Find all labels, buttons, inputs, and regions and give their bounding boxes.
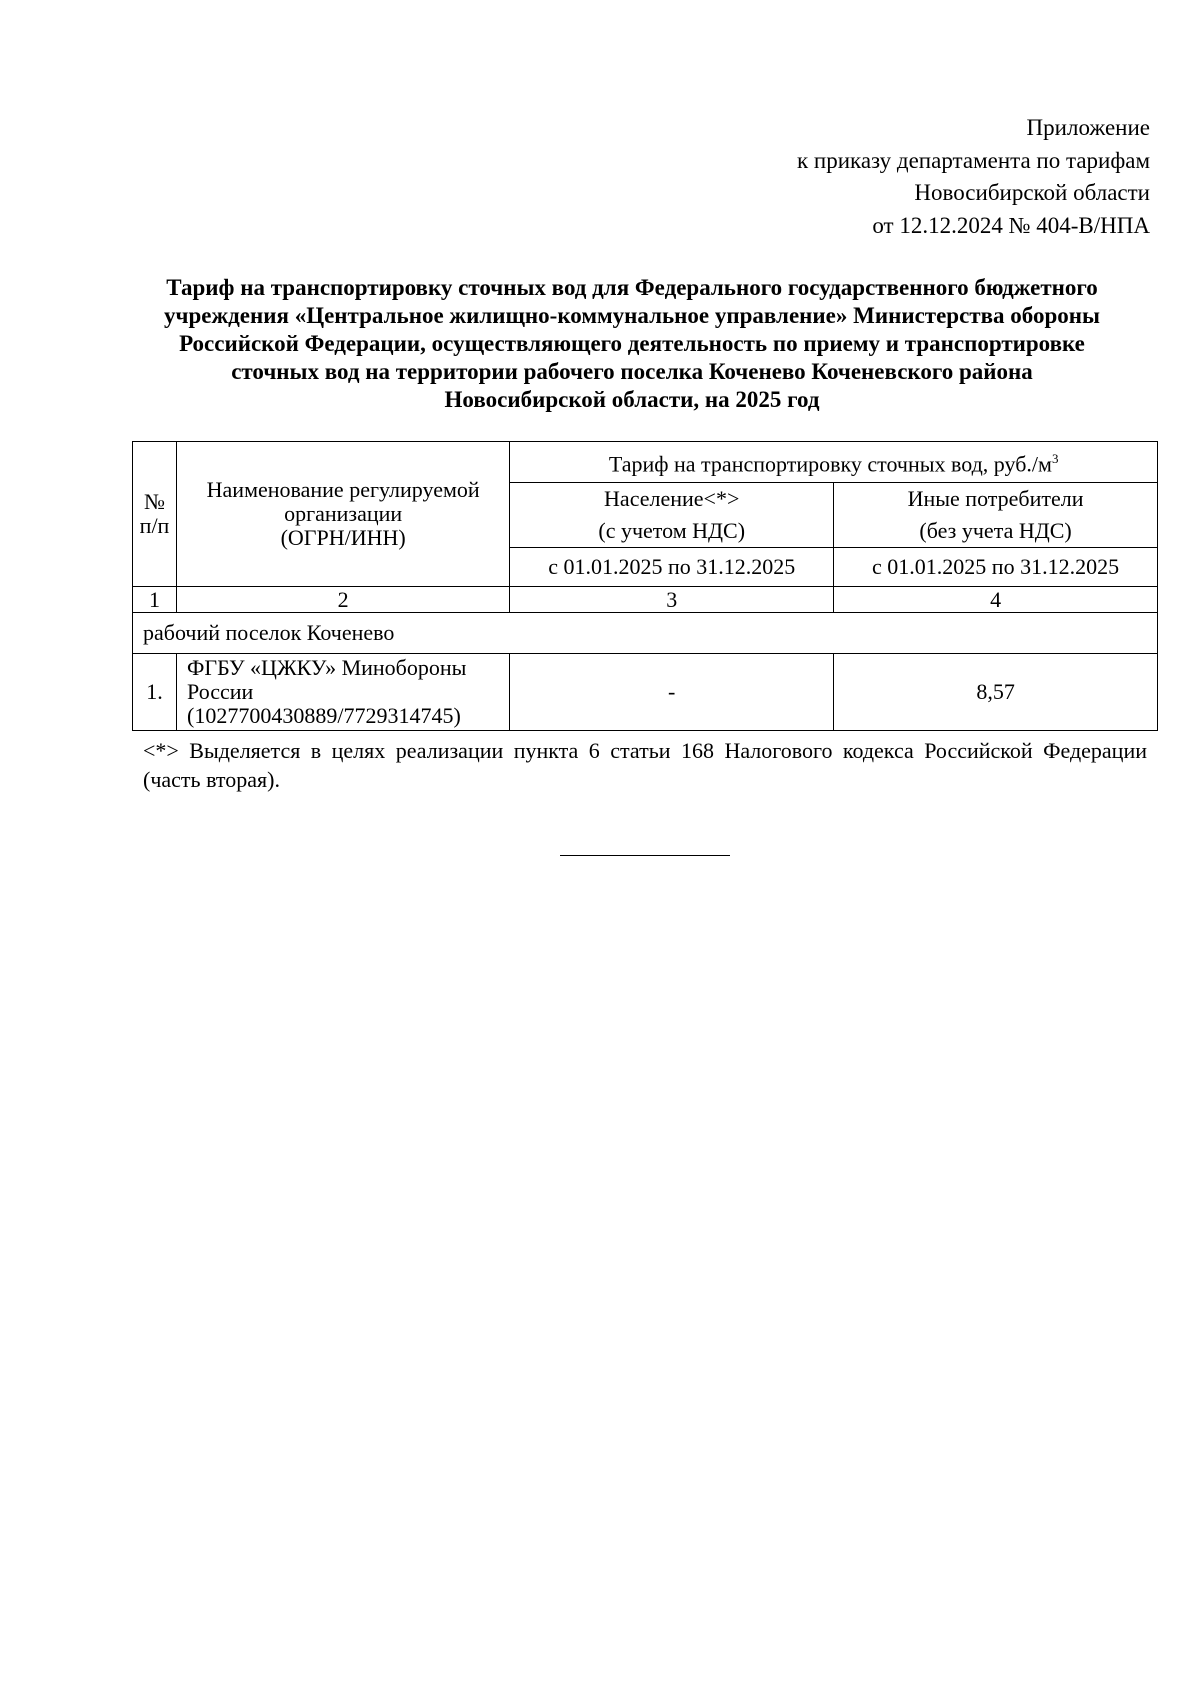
header-org-cell (177, 442, 510, 587)
header-num-label: п/п (139, 513, 170, 538)
header-org-label: организации (284, 501, 403, 526)
column-number-row (133, 587, 1158, 613)
section-row (133, 613, 1158, 654)
header-num-label: № (144, 489, 165, 514)
row-org-line: России (187, 679, 254, 704)
title-line: учреждения «Центральное жилищно-коммунальное управление» Министерства обороны (164, 303, 1100, 328)
tariff-table (132, 441, 1158, 731)
header-num-cell (133, 442, 177, 587)
appendix-line: от 12.12.2024 № 404-В/НПА (872, 212, 1150, 238)
header-org-label: (ОГРН/ИНН) (280, 525, 406, 550)
header-others-label: (без учета НДС) (919, 518, 1072, 543)
column-number: 4 (834, 587, 1158, 613)
table-header-row (133, 442, 1158, 483)
title-line: сточных вод на территории рабочего поселка Коченево Коченевского района (231, 359, 1033, 384)
header-population-label: Население<*> (604, 486, 740, 511)
appendix-line: к приказу департамента по тарифам (796, 147, 1150, 173)
header-tariff-unit: 3 (1051, 451, 1059, 467)
appendix-line: Новосибирской области (914, 180, 1150, 205)
title-line: Тариф на транспортировку сточных вод для Федерального государственного бюджетного (166, 275, 1098, 300)
row-population-value: - (510, 654, 834, 731)
header-org-label: Наименование регулируемой (206, 477, 480, 502)
period-others-cell: с 01.01.2025 по 31.12.2025 (834, 548, 1158, 587)
end-rule (560, 855, 730, 856)
row-org-line: ФГБУ «ЦЖКУ» Минобороны (187, 655, 467, 680)
row-org-line: (1027700430889/7729314745) (187, 703, 461, 728)
appendix-header (797, 112, 1150, 242)
column-number: 3 (510, 587, 834, 613)
header-population-cell (510, 483, 834, 548)
document-title (132, 274, 1132, 414)
header-tariff-cell (510, 442, 1158, 483)
header-tariff-label: Тариф на транспортировку сточных вод, руб./м (608, 451, 1052, 477)
header-population-label: (с учетом НДС) (598, 518, 746, 543)
row-others-value: 8,57 (834, 654, 1158, 731)
title-line: Новосибирской области, на 2025 год (444, 387, 820, 412)
table-row (133, 654, 1158, 731)
row-num: 1. (133, 654, 177, 731)
header-others-cell (834, 483, 1158, 548)
column-number: 1 (133, 587, 177, 613)
section-label: рабочий поселок Коченево (133, 613, 1158, 654)
appendix-line: Приложение (1026, 115, 1150, 140)
row-org-cell (177, 654, 510, 731)
footnote: <*> Выделяется в целях реализации пункта 6 статьи 168 Налогового кодекса Российской Федерации (часть вторая). (143, 738, 1147, 792)
title-line: Российской Федерации, осуществляющего деятельность по приему и транспортировке (179, 331, 1085, 356)
period-population-cell: с 01.01.2025 по 31.12.2025 (510, 548, 834, 587)
header-others-label: Иные потребители (907, 486, 1084, 511)
column-number: 2 (177, 587, 510, 613)
